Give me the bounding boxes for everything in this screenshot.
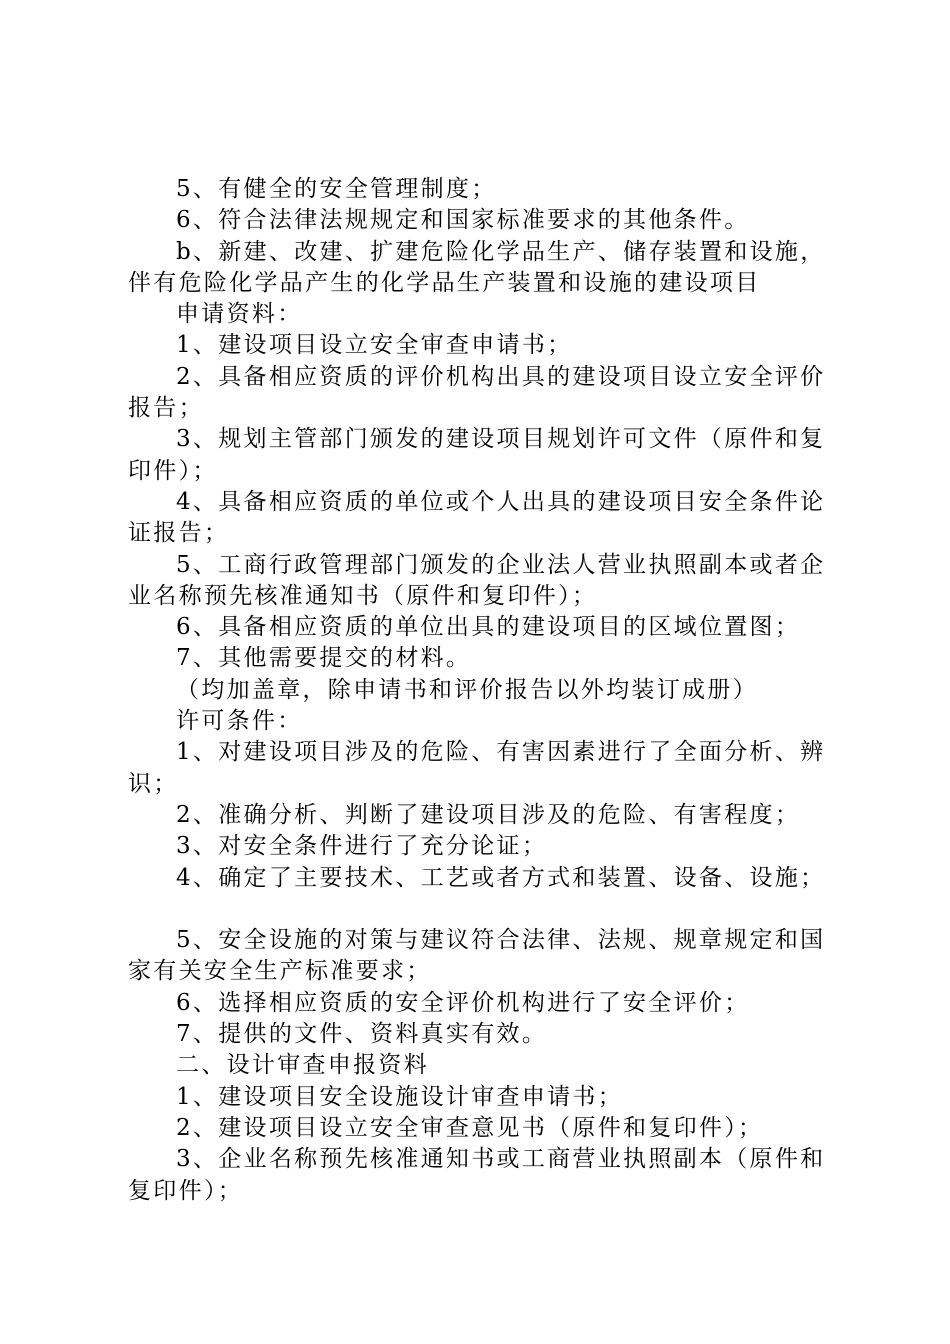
paragraph-condition-7: 7、提供的文件、资料真实有效。 (176, 1021, 548, 1048)
paragraph-item-5-safety-system: 5、有健全的安全管理制度； (176, 176, 497, 202)
paragraph-application-materials-heading: 申请资料： (176, 301, 303, 328)
paragraph-license-conditions-heading: 许可条件： (176, 708, 303, 735)
paragraph-material-7: 7、其他需要提交的材料。 (176, 645, 472, 672)
paragraph-condition-5: 5、安全设施的对策与建议符合法律、法规、规章规定和国家有关安全生产标准要求； (128, 927, 826, 985)
paragraph-stamp-note: （均加盖章，除申请书和评价报告以外均装订成册） (176, 676, 758, 703)
paragraph-condition-2: 2、准确分析、判断了建设项目涉及的危险、有害程度； (176, 801, 801, 828)
paragraph-design-material-3: 3、企业名称预先核准通知书或工商营业执照副本（原件和复印件）； (128, 1146, 826, 1204)
paragraph-material-6: 6、具备相应资质的单位出具的建设项目的区域位置图； (176, 614, 801, 641)
paragraph-condition-1: 1、对建设项目涉及的危险、有害因素进行了全面分析、辨识； (128, 739, 826, 797)
paragraph-item-6-other-conditions: 6、符合法律法规规定和国家标准要求的其他条件。 (176, 207, 750, 234)
paragraph-material-4: 4、具备相应资质的单位或个人出具的建设项目安全条件论证报告； (128, 488, 826, 547)
paragraph-section-b-heading: b、新建、改建、扩建危险化学品生产、储存装置和设施，伴有危险化学品产生的化学品生产装置和设施的建设项目 (128, 238, 826, 296)
paragraph-condition-3: 3、对安全条件进行了充分论证； (176, 833, 548, 860)
paragraph-material-1: 1、建设项目设立安全审查申请书； (176, 332, 573, 359)
paragraph-design-review-heading: 二、设计审查申报资料 (176, 1052, 429, 1079)
paragraph-material-3: 3、规划主管部门颁发的建设项目规划许可文件（原件和复印件）； (128, 426, 826, 484)
paragraph-condition-6: 6、选择相应资质的安全评价机构进行了安全评价； (176, 989, 750, 1016)
paragraph-material-5: 5、工商行政管理部门颁发的企业法人营业执照副本或者企业名称预先核准通知书（原件和复印件）； (128, 551, 826, 609)
blank-line (128, 894, 830, 925)
paragraph-design-material-2: 2、建设项目设立安全审查意见书（原件和复印件）； (176, 1114, 764, 1141)
paragraph-material-2: 2、具备相应资质的评价机构出具的建设项目设立安全评价报告； (128, 363, 826, 422)
paragraph-condition-4: 4、确定了主要技术、工艺或者方式和装置、设备、设施； (176, 864, 826, 891)
document-page (128, 174, 830, 1207)
paragraph-design-material-1: 1、建设项目安全设施设计审查申请书； (176, 1083, 624, 1110)
